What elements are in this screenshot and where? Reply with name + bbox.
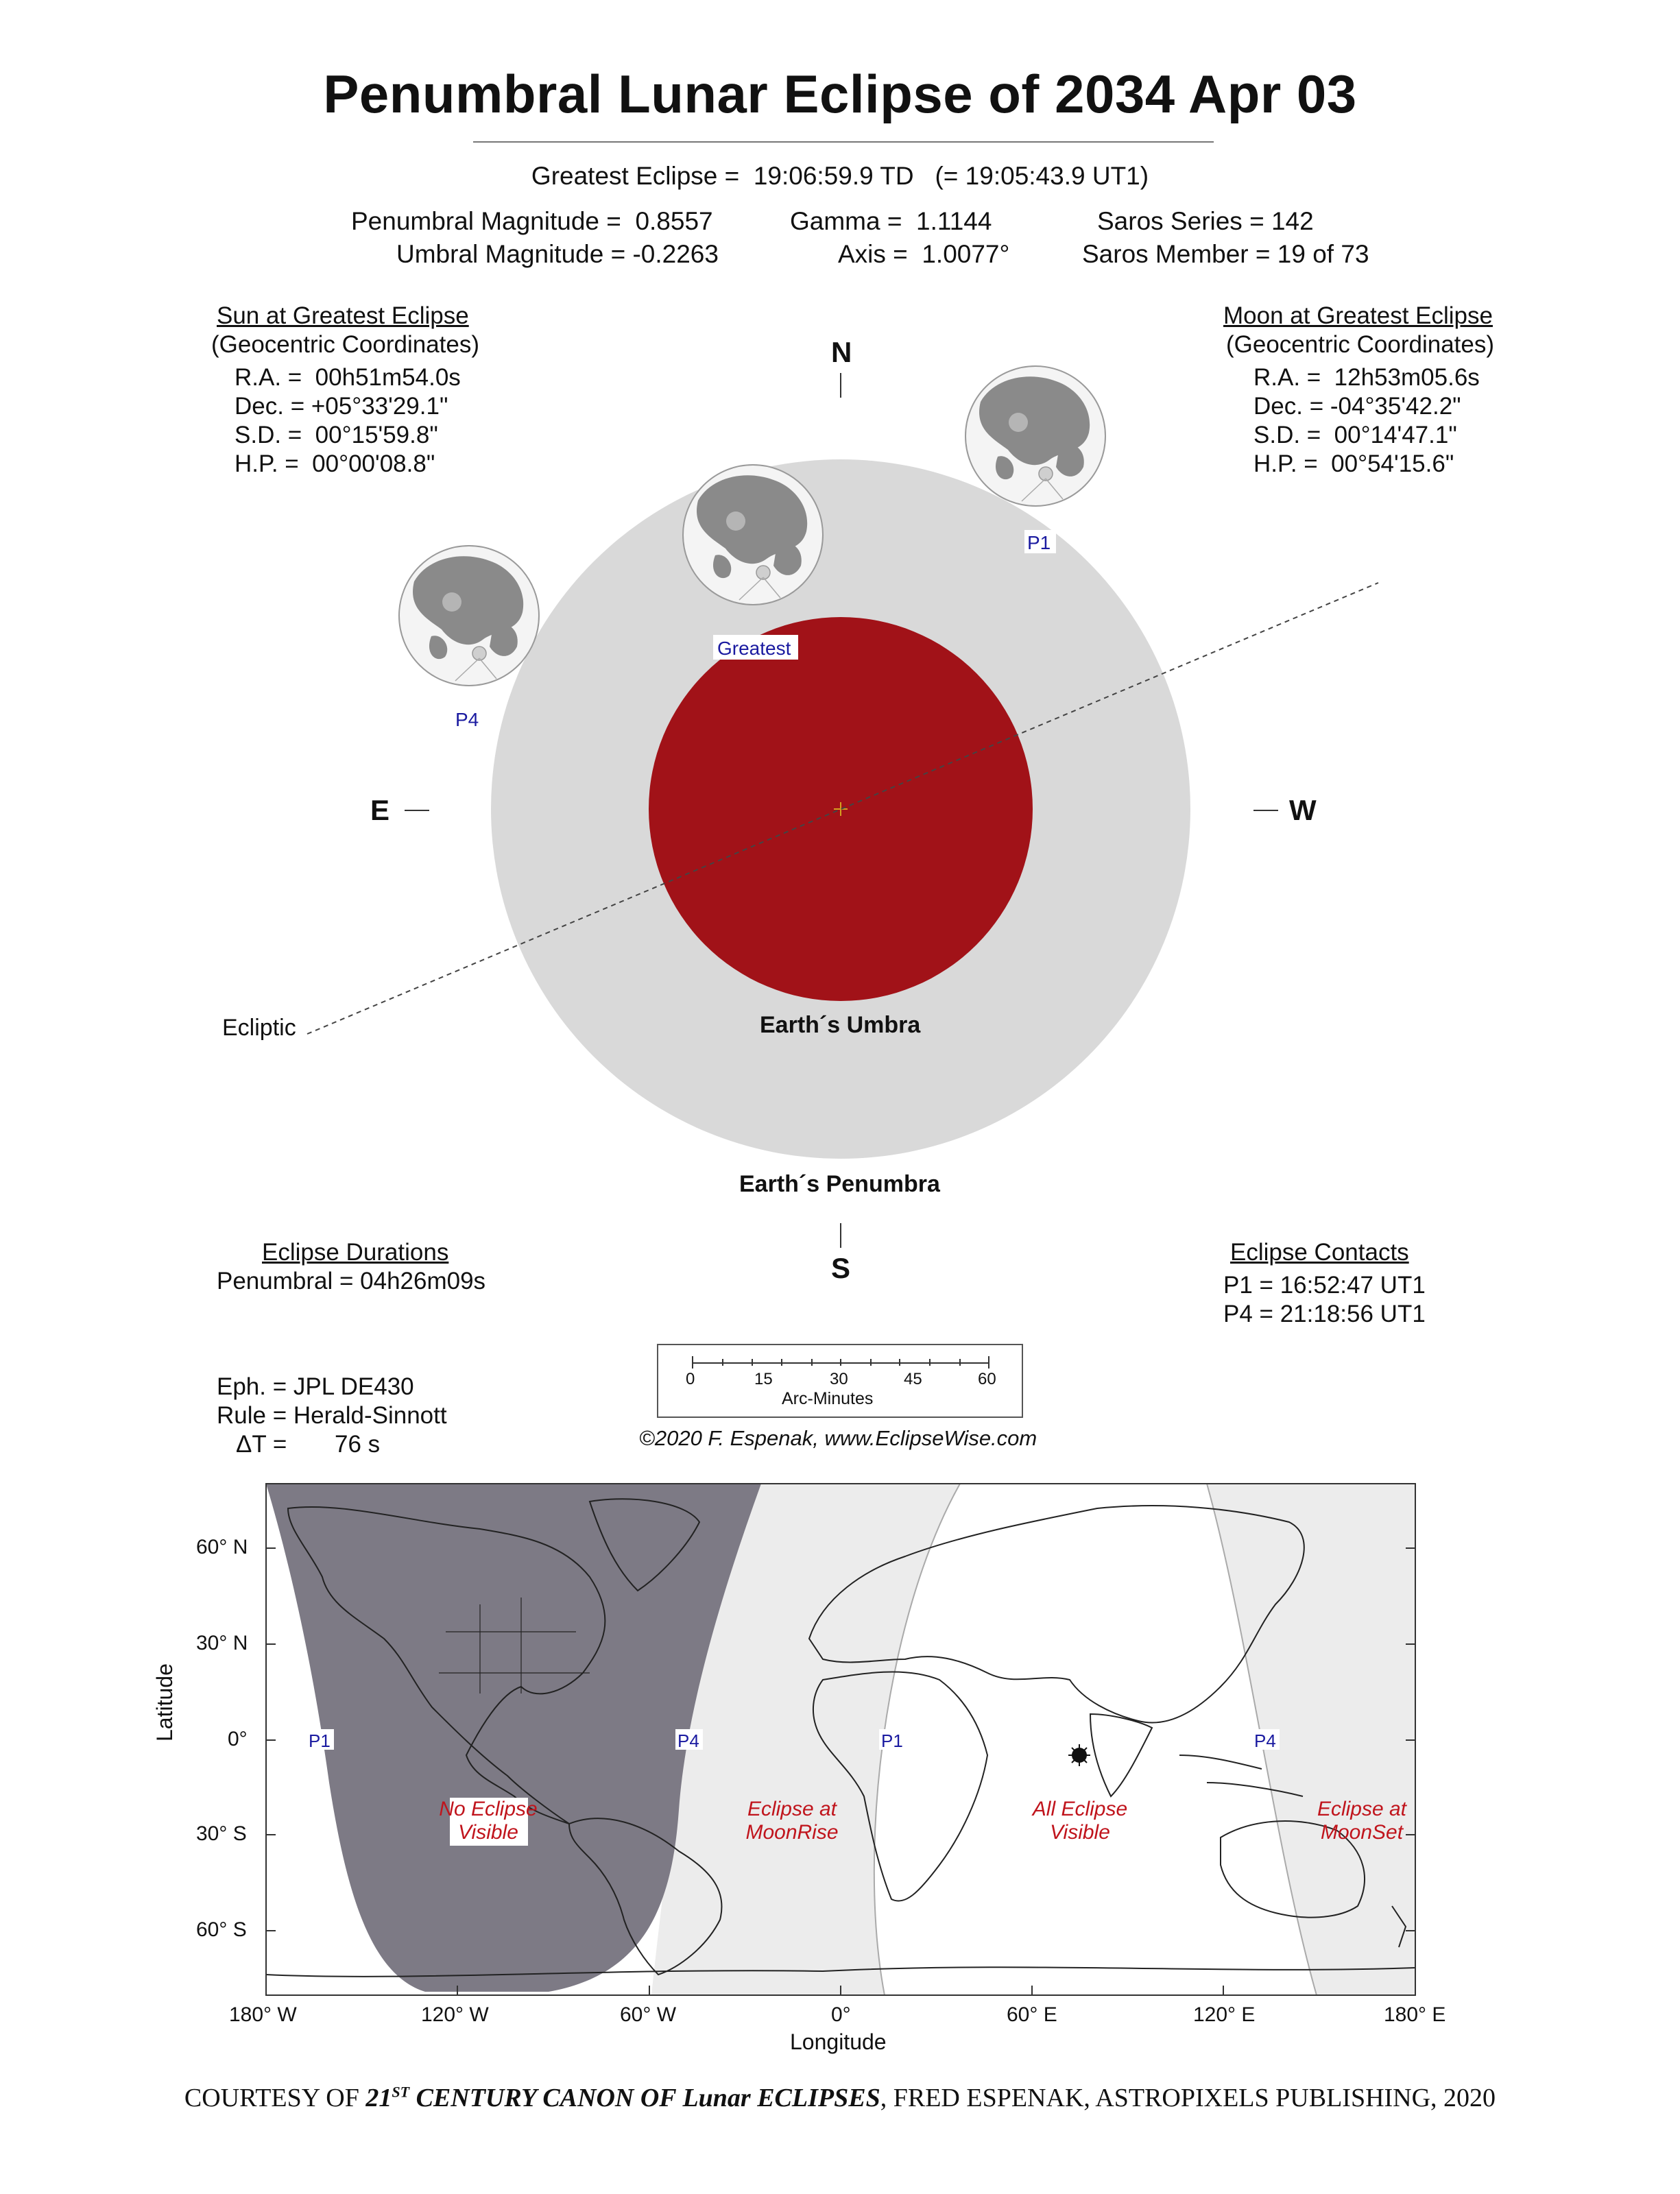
moon-ra: R.A. = 12h53m05.6s [1253,364,1480,391]
no-eclipse-region-label: No Eclipse Visible [439,1798,538,1844]
p4-label: P4 [455,709,479,730]
footer-credit: COURTESY OF 21ST CENTURY CANON OF Lunar ECLIPSES, FRED ESPENAK, ASTROPIXELS PUBLISHING, 2020 [184,2083,1496,2112]
west-label: W [1289,794,1317,826]
saros-member: Saros Member = 19 of 73 [1082,240,1369,268]
south-label: S [831,1252,851,1284]
penumbral-duration: Penumbral = 04h26m09s [217,1268,486,1294]
penumbral-magnitude: Penumbral Magnitude = 0.8557 [351,207,713,235]
moonrise-region-label: Eclipse at MoonRise [745,1798,839,1844]
map-ylabel: Latitude [152,1663,177,1741]
scale-unit-label: Arc-Minutes [782,1389,874,1408]
moon-hp: H.P. = 00°54'15.6" [1253,450,1454,477]
saros-series: Saros Series = 142 [1097,207,1314,235]
map-p1-west: P1 [309,1731,331,1751]
scale-tick-15: 15 [754,1370,773,1388]
lat-30n: 30° N [196,1632,248,1654]
delta-t-label: ΔT = [236,1431,287,1458]
lat-0: 0° [228,1728,248,1750]
scale-tick-45: 45 [904,1370,922,1388]
contact-p1: P1 = 16:52:47 UT1 [1223,1272,1426,1299]
north-label: N [831,336,852,368]
contacts-heading: Eclipse Contacts [1230,1239,1409,1266]
scale-tick-60: 60 [978,1370,996,1388]
ecliptic-label: Ecliptic [222,1015,296,1041]
moonset-region-label: Eclipse at MoonSet [1317,1798,1407,1844]
p1-label: P1 [1027,532,1051,553]
scale-tick-0: 0 [686,1370,695,1388]
umbral-magnitude: Umbral Magnitude = -0.2263 [396,240,719,268]
moon-subheading: (Geocentric Coordinates) [1226,331,1494,358]
sun-ra: R.A. = 00h51m54.0s [235,364,461,391]
lon-180e: 180° E [1384,2003,1446,2026]
scale-tick-30: 30 [830,1370,848,1388]
sun-sd: S.D. = 00°15'59.8" [235,422,438,448]
lon-120w: 120° W [421,2003,489,2026]
lon-0: 0° [831,2003,851,2026]
map-xlabel: Longitude [790,2029,887,2054]
map-p4-west: P4 [677,1731,699,1751]
copyright: ©2020 F. Espenak, www.EclipseWise.com [639,1426,1037,1450]
greatest-label: Greatest [717,638,791,659]
lon-120e: 120° E [1193,2003,1256,2026]
east-label: E [370,794,390,826]
sun-subheading: (Geocentric Coordinates) [211,331,479,358]
moon-dec: Dec. = -04°35'42.2" [1253,393,1461,420]
lon-60e: 60° E [1007,2003,1057,2026]
axis-value: Axis = 1.0077° [838,240,1010,268]
all-eclipse-region-label: All Eclipse Visible [1032,1798,1128,1844]
gamma-value: Gamma = 1.1144 [790,207,992,235]
moon-sd: S.D. = 00°14'47.1" [1253,422,1457,448]
lon-180w: 180° W [229,2003,297,2026]
contact-p4: P4 = 21:18:56 UT1 [1223,1301,1426,1327]
rule: Rule = Herald-Sinnott [217,1402,447,1429]
moon-heading: Moon at Greatest Eclipse [1223,302,1493,329]
delta-t-value: 76 s [335,1431,381,1458]
lat-60s: 60° S [196,1918,247,1941]
sun-heading: Sun at Greatest Eclipse [217,302,469,329]
sun-hp: H.P. = 00°00'08.8" [235,450,435,477]
penumbra-label: Earth´s Penumbra [739,1171,940,1197]
page-title: Penumbral Lunar Eclipse of 2034 Apr 03 [323,64,1357,124]
map-p4-east: P4 [1254,1731,1276,1751]
lat-30s: 30° S [196,1822,247,1845]
ephemeris: Eph. = JPL DE430 [217,1373,414,1400]
greatest-eclipse-line: Greatest Eclipse = 19:06:59.9 TD (= 19:05:43.9 UT1) [531,162,1149,190]
lon-60w: 60° W [620,2003,677,2026]
durations-heading: Eclipse Durations [262,1239,449,1266]
umbra-label: Earth´s Umbra [760,1012,921,1038]
map-p1-east: P1 [881,1731,903,1751]
sun-dec: Dec. = +05°33'29.1" [235,393,448,420]
lat-60n: 60° N [196,1536,248,1558]
